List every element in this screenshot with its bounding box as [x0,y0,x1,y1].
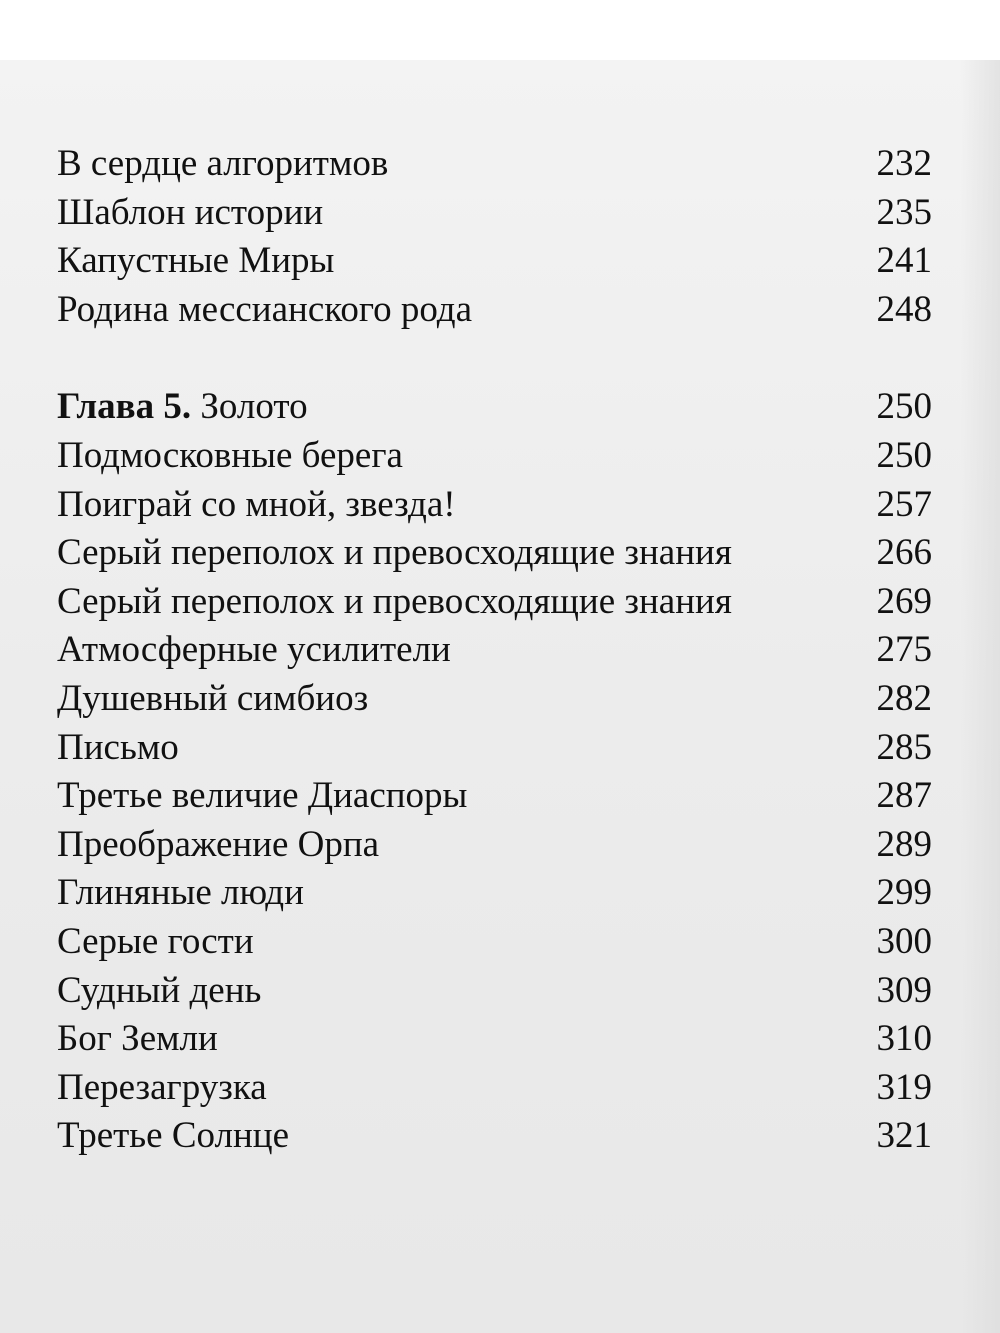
toc-entry [57,1015,932,1064]
toc-entry [57,286,932,335]
toc-entry [57,724,932,773]
toc-entry [57,626,932,675]
toc-entry [57,675,932,724]
toc-entry-title: Преображение Орпа [57,823,380,865]
toc-entry [57,1064,932,1113]
toc-entry-title: Судный день [57,969,262,1011]
toc-entry-page: 285 [876,726,932,768]
toc-entry-title: Серый переполох и превосходящие знания [57,532,732,574]
toc-entry-title: Родина мессианского рода [57,288,473,330]
toc-entry-title: Бог Земли [57,1018,218,1060]
toc-entry-page: 250 [876,434,932,476]
toc-entry [57,869,932,918]
toc-entry-page: 319 [876,1066,932,1108]
toc-entry [57,529,932,578]
page-edge-shadow [960,60,1000,1333]
toc-entry-title: В сердце алгоритмов [57,143,389,184]
toc-entry-title: Перезагрузка [57,1066,267,1108]
toc-entry-title: Атмосферные усилители [57,629,451,671]
toc-entry [57,967,932,1016]
toc-entry-page: 299 [876,872,932,914]
toc-entry [57,821,932,870]
toc-entry [57,918,932,967]
table-of-contents [57,140,932,1161]
toc-entry-page: 300 [876,920,932,962]
toc-entry [57,578,932,627]
toc-entry-title: Шаблон истории [57,191,324,233]
toc-entry-page: 250 [876,386,932,428]
chapter-name: Золото [191,386,308,428]
toc-entry [57,772,932,821]
toc-entry-page: 241 [876,240,932,282]
chapter-number: Глава 5. [57,386,192,428]
toc-entry-page: 266 [876,532,932,574]
toc-entry-page: 269 [876,580,932,622]
toc-entry-title: Серые гости [57,920,254,962]
toc-entry-page: 321 [876,1115,932,1157]
toc-entry-title: Третье величие Диаспоры [57,775,468,817]
toc-entry-page: 282 [876,677,932,719]
toc-entry-title: Третье Солнце [57,1115,290,1157]
toc-entry-page: 232 [876,143,932,184]
toc-entry-page: 310 [876,1018,932,1060]
toc-entry-page: 289 [876,823,932,865]
toc-chapter-heading [57,383,932,432]
toc-entry [57,237,932,286]
toc-entry [57,481,932,530]
toc-entry-title: Душевный симбиоз [57,677,369,719]
page-top-margin [0,0,1000,60]
toc-entry [57,189,932,238]
toc-entry-title: Капустные Миры [57,240,335,282]
toc-entry-title: Серый переполох и превосходящие знания [57,580,732,622]
toc-entry-title: Письмо [57,726,179,768]
toc-entry-page: 287 [876,775,932,817]
toc-entry-page: 309 [876,969,932,1011]
toc-entry-page: 235 [876,191,932,233]
toc-entry-title: Подмосковные берега [57,434,403,476]
toc-entry-title: Поиграй со мной, звезда! [57,483,456,525]
toc-entry-title: Глиняные люди [57,872,304,914]
toc-entry [57,1112,932,1161]
toc-entry-page: 257 [876,483,932,525]
toc-entry-page: 248 [876,288,932,330]
toc-entry [57,140,932,189]
chapter-title [57,383,308,432]
toc-entry [57,432,932,481]
toc-entry-page: 275 [876,629,932,671]
